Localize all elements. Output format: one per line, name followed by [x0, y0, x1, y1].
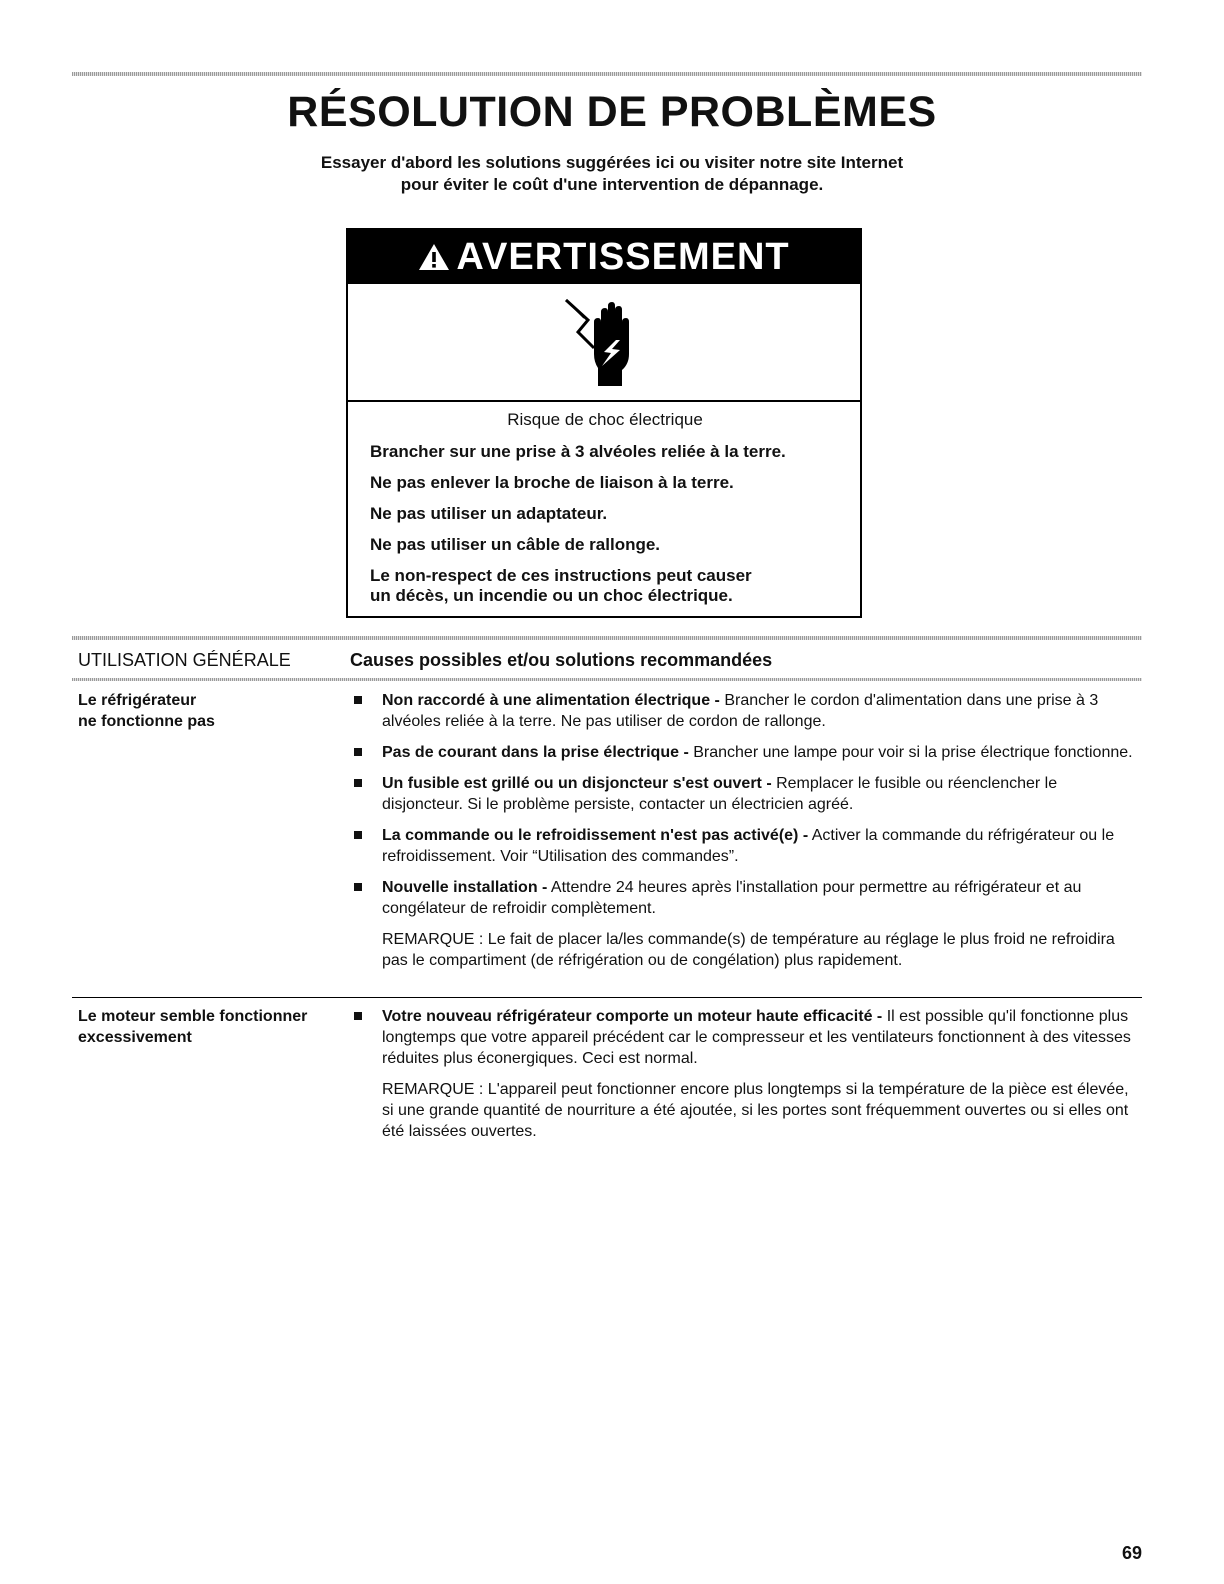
note-text: L'appareil peut fonctionner encore plus longtemps si la température de la pièce est élevée, si une grande quantité de nourriture a été ajoutée, si les portes sont fréquemment ouvertes ou si elles ont été laissées ouvertes. — [382, 1081, 1129, 1140]
warning-line: Ne pas enlever la broche de liaison à la terre. — [370, 473, 734, 492]
solution-heading: Non raccordé à une alimentation électrique - — [382, 692, 720, 709]
warning-triangle-icon — [418, 242, 450, 272]
list-item — [350, 877, 1140, 919]
warning-line: Brancher sur une prise à 3 alvéoles reliée à la terre. — [370, 442, 786, 461]
note-label: REMARQUE : — [382, 1081, 484, 1098]
note-label: REMARQUE : — [382, 931, 484, 948]
list-item — [350, 742, 1140, 763]
warning-header — [348, 230, 860, 284]
solution-text: Attendre 24 heures après l'installation pour permettre au réfrigérateur et au congélateur de refroidir complètement. — [382, 879, 1082, 917]
warning-consequence-line-1: Le non-respect de ces instructions peut causer — [370, 566, 752, 585]
problem-line: excessivement — [78, 1029, 192, 1046]
solution-text: Brancher une lampe pour voir si la prise électrique fonctionne. — [693, 744, 1133, 761]
bullet-icon — [354, 1012, 362, 1020]
page-number: 69 — [1121, 1543, 1142, 1563]
bullet-icon — [354, 696, 362, 704]
table-header-rule — [72, 678, 1142, 681]
solution-heading: Votre nouveau réfrigérateur comporte un moteur haute efficacité - — [382, 1008, 883, 1025]
problem-line: ne fonctionne pas — [78, 713, 215, 730]
warning-risk: Risque de choc électrique — [507, 410, 703, 429]
solutions-list — [350, 1006, 1140, 1152]
bullet-icon — [354, 883, 362, 891]
warning-text — [348, 402, 860, 606]
problem-label — [78, 690, 338, 732]
warning-consequence — [370, 566, 840, 606]
solutions-list — [350, 690, 1140, 981]
solution-heading: Un fusible est grillé ou un disjoncteur s'est ouvert - — [382, 775, 772, 792]
note-text: Le fait de placer la/les commande(s) de température au réglage le plus froid ne refroidira pas le compartiment (de réfrigération ou de congélation) plus rapidement. — [382, 931, 1115, 969]
intro-text — [0, 152, 1224, 196]
intro-line-1: Essayer d'abord les solutions suggérées ici ou visiter notre site Internet — [320, 153, 904, 172]
table-top-rule — [72, 636, 1142, 640]
solution-text: Brancher le cordon d'alimentation dans une prise à 3 alvéoles reliée à la terre. Ne pas utiliser de cordon de rallonge. — [382, 692, 1099, 730]
solution-text: Activer la commande du réfrigérateur ou le refroidissement. Voir “Utilisation des commandes”. — [382, 827, 1115, 865]
problem-label — [78, 1006, 338, 1048]
solution-heading: Nouvelle installation - — [382, 879, 548, 896]
column-header-solutions: Causes possibles et/ou solutions recommandées — [350, 650, 773, 670]
list-item — [350, 773, 1140, 815]
solution-text: Remplacer le fusible ou réenclencher le disjoncteur. Si le problème persiste, contacter un électricien agréé. — [382, 775, 1058, 813]
column-header-category: UTILISATION GÉNÉRALE — [78, 650, 291, 670]
note — [350, 1079, 1140, 1142]
solution-heading: La commande ou le refroidissement n'est pas activé(e) - — [382, 827, 809, 844]
bullet-icon — [354, 831, 362, 839]
page-title: RÉSOLUTION DE PROBLÈMES — [287, 88, 937, 136]
bullet-icon — [354, 779, 362, 787]
warning-header-label: AVERTISSEMENT — [456, 235, 790, 278]
list-item — [350, 1006, 1140, 1069]
solution-heading: Pas de courant dans la prise électrique - — [382, 744, 689, 761]
top-rule — [72, 72, 1142, 76]
electric-shock-hand-icon — [554, 292, 654, 392]
note — [350, 929, 1140, 971]
warning-pictogram — [348, 284, 860, 402]
solution-text: Il est possible qu'il fonctionne plus longtemps que votre appareil précédent car le compresseur et les ventilateurs fonctionnent à des vitesses réduites plus éconergiques. Ceci est normal. — [382, 1008, 1131, 1067]
warning-line: Ne pas utiliser un adaptateur. — [370, 504, 608, 523]
warning-box — [346, 228, 862, 618]
bullet-icon — [354, 748, 362, 756]
list-item — [350, 690, 1140, 732]
problem-line: Le réfrigérateur — [78, 692, 197, 709]
list-item — [350, 825, 1140, 867]
warning-line: Ne pas utiliser un câble de rallonge. — [370, 535, 661, 554]
intro-line-2: pour éviter le coût d'une intervention de dépannage. — [400, 175, 824, 194]
row-divider — [72, 997, 1142, 998]
warning-consequence-line-2: un décès, un incendie ou un choc électrique. — [370, 586, 733, 605]
problem-line: Le moteur semble fonctionner — [78, 1008, 308, 1025]
